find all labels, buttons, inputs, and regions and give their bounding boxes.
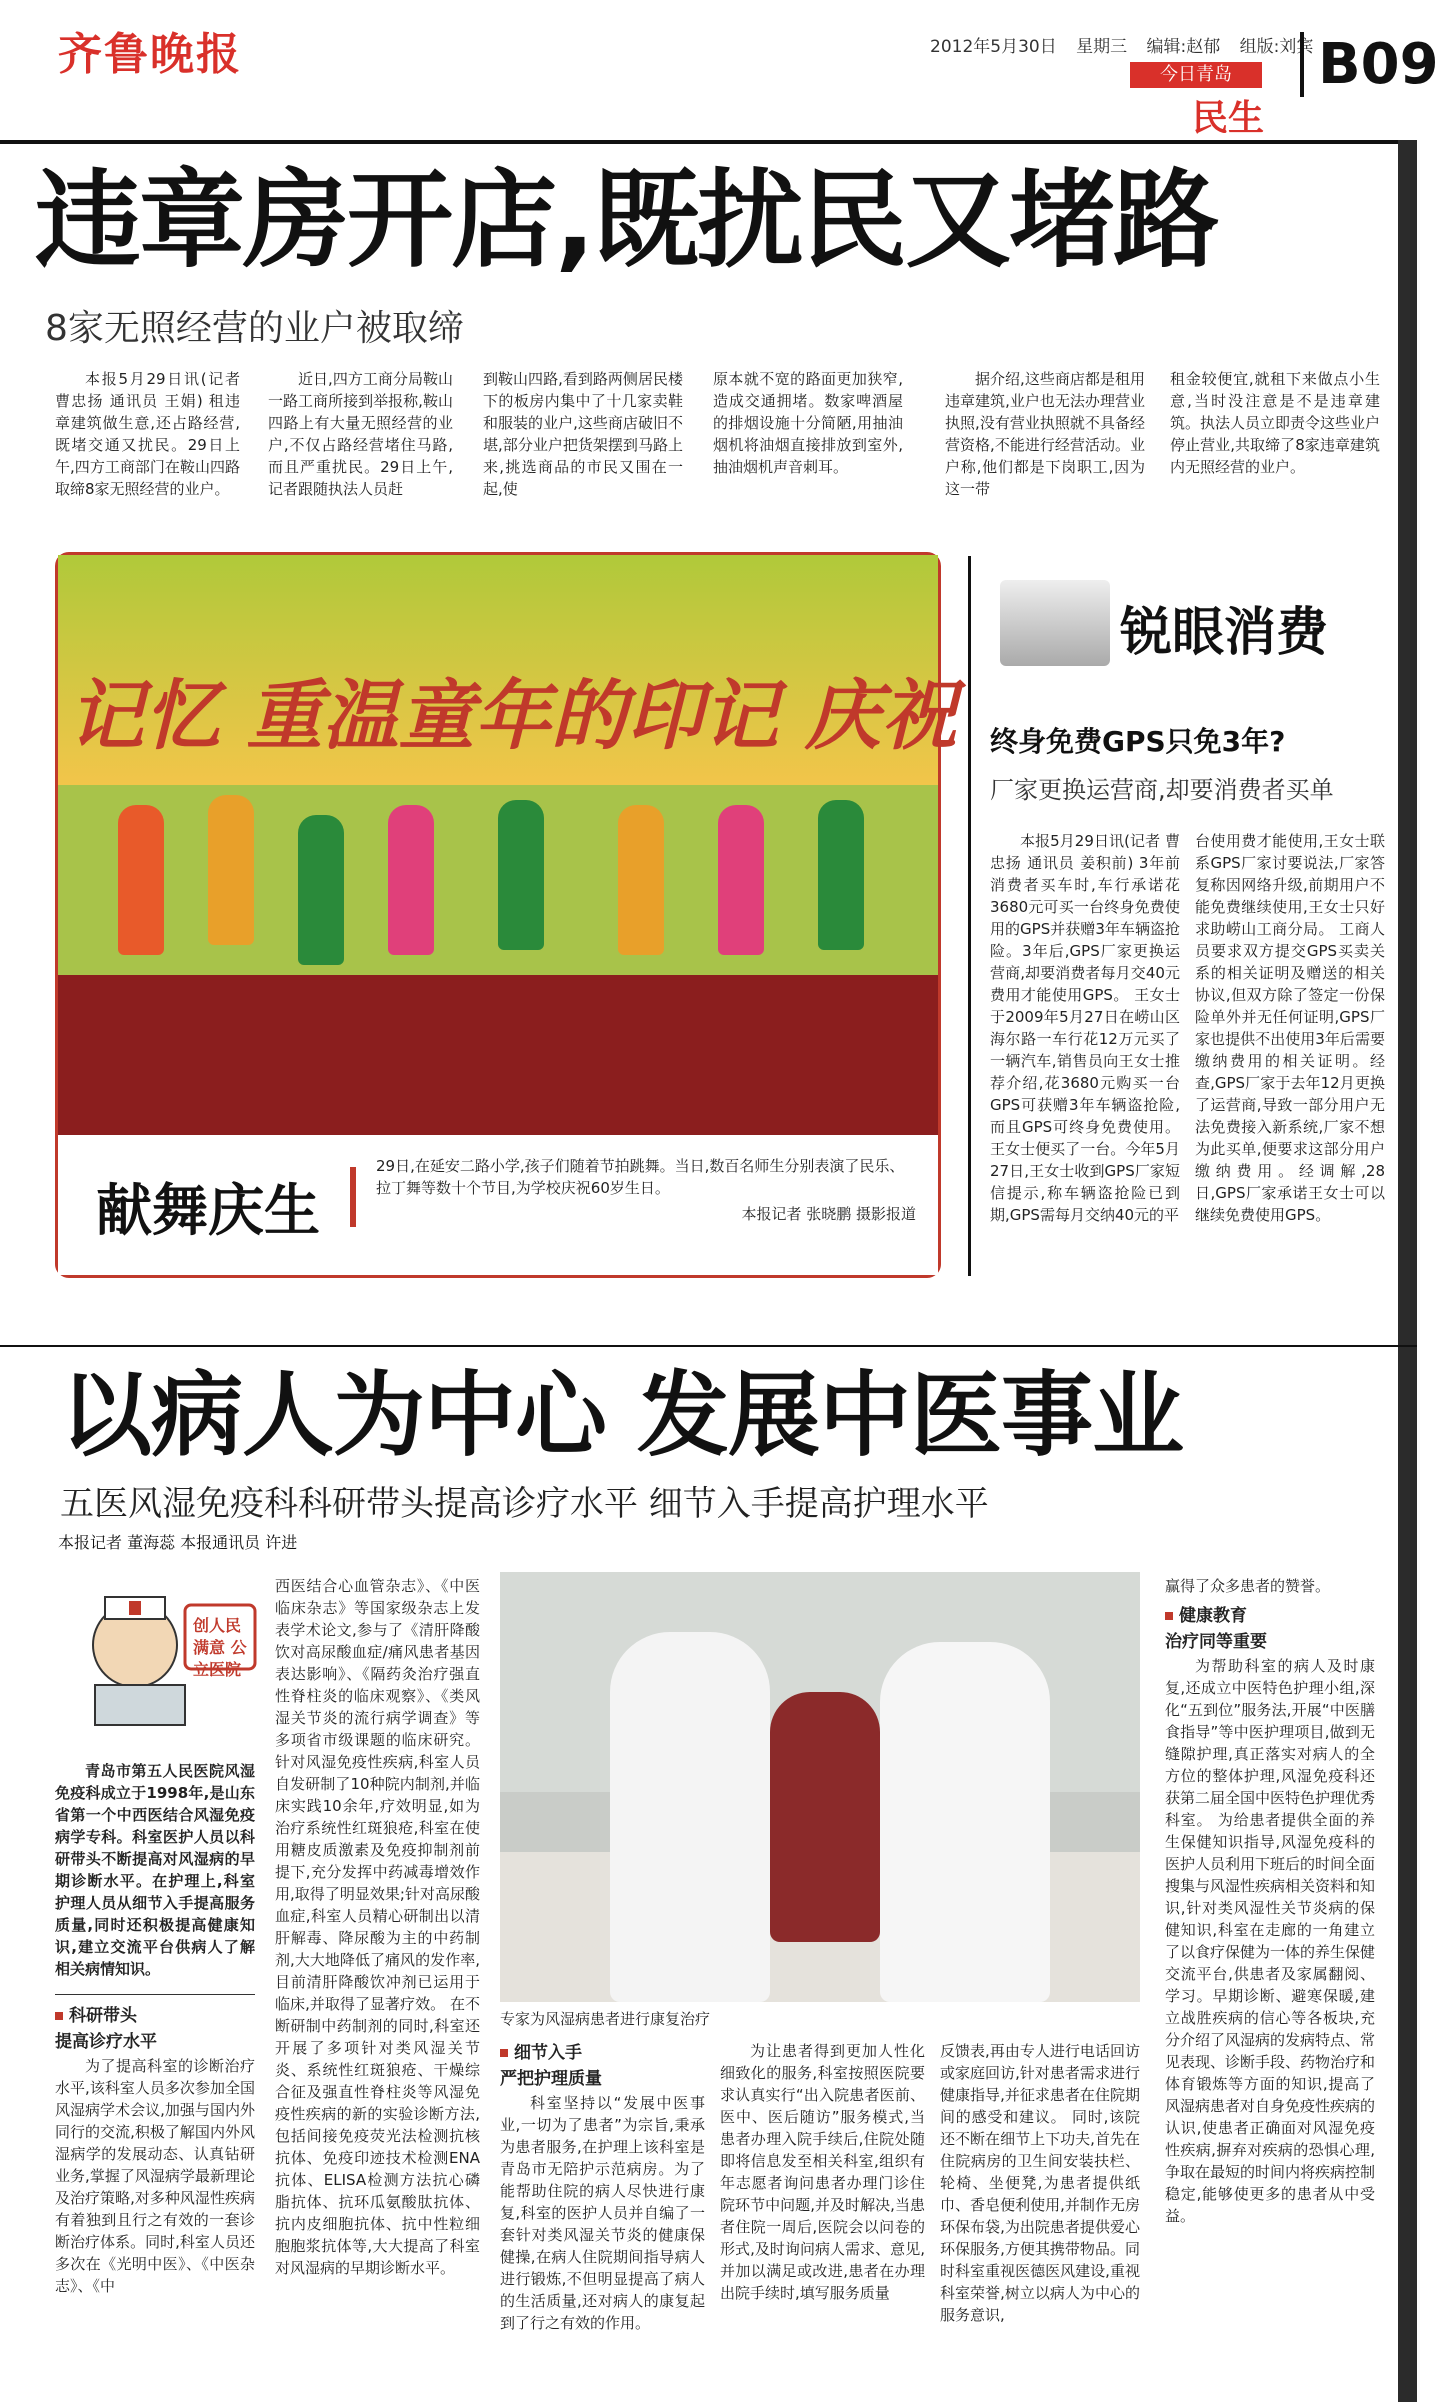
masthead-logo: 齐鲁晚报 bbox=[58, 29, 242, 80]
photo-caption-body: 29日,在延安二路小学,孩子们随着节拍跳舞。当日,数百名师生分别表演了民乐、拉丁舞等数十个节目,为学校庆祝60岁生日。 bbox=[376, 1157, 905, 1197]
dancer-figure bbox=[718, 805, 764, 955]
layout-credit: 组版:刘宾 bbox=[1239, 37, 1314, 57]
dancer-figure bbox=[298, 815, 344, 965]
patient-figure bbox=[770, 1692, 880, 1942]
gps-col-2: 台使用费才能使用,王女士联系GPS厂家讨要说法,厂家答复称因网络升级,前期用户不能免费继续使用,王女士只好求助崂山工商分局。 工商人员要求双方提交GPS买卖关系的相关证明及赠送的相关协议,但双方除了签定一份保险单外并无任何证明,GPS厂家也提供不出使用3年后需要缴纳费用的相关证明。经查,GPS厂家于去年12月更换了运营商,导致一部分用户无法免费接入新系统,厂家不想为此买单,便要求这部分用户缴纳费用。经调解,28日,GPS厂家承诺王女士可以继续免费使用GPS。 bbox=[1195, 832, 1385, 1224]
story2-col-1: 青岛市第五人民医院风湿免疫科成立于1998年,是山东省第一个中西医结合风湿免疫病学专科。科室医护人员以科研带头不断提高对风湿病的早期诊断水平。在护理上,科室护理人员从细节入手提高服务质量,同时还积极提高健康知识,建立交流平台供病人了解相关病情知识。 科研带头 提高诊疗水平 为了提高科室的诊断治疗水平,该科室人员多次参加全国风湿病学术会议,加强与国内外同行的交流,积极了解国内外风湿病学的发展动态、认真钻研业务,掌握了风湿病学最新理论及治疗策略,对多种风湿性疾病有着独到且行之有效的一套诊断治疗体系。同时,科室人员还多次在《光明中医》、《中医杂志》、《中 bbox=[55, 1762, 255, 2295]
story2-subhead: 五医风湿免疫科科研带头提高诊疗水平 细节入手提高护理水平 bbox=[60, 1484, 989, 1524]
subhead-marker bbox=[1165, 1612, 1173, 1620]
story2-col-5: 反馈表,再由专人进行电话回访或家庭回访,针对患者需求进行健康指导,并征求患者在住院期间的感受和建议。 同时,该院还不断在细节上下功夫,首先在住院病房的卫生间安装扶栏、轮椅、坐便凳,为患者提供纸巾、香皂便利使用,并制作无房环保布袋,为出院患者提供爱心环保服务,方便其携带物品。同时科室重视医德医风建设,重视科室荣誉,树立以病人为中心的服务意识, bbox=[940, 2042, 1140, 2324]
story2-col-2: 西医结合心血管杂志》、《中医临床杂志》等国家级杂志上发表学术论文,参与了《清肝降酸饮对高尿酸血症/痛风患者基因表达影响》、《隔药灸治疗强直性脊柱炎的临床观察》、《类风湿关节炎的流行病学调查》等多项省市级课题的临床研究。 针对风湿免疫性疾病,科室人员自发研制了10种院内制剂,并临床实践10余年,疗效明显,如为治疗系统性红斑狼疮,科室在使用糖皮质激素及免疫抑制剂前提下,充分发挥中药减毒增效作用,取得了明显效果;针对高尿酸血症,科室人员精心研制出以清肝解毒、降尿酸为主的中药制剂,大大地降低了痛风的发作率,目前清肝降酸饮冲剂已运用于临床,并取得了显著疗效。 在不断研制中药制剂的同时,科室还开展了多项针对类风湿关节炎、系统性红斑狼疮、干燥综合征及强直性脊柱炎等风湿免疫性疾病的新的实验诊断方法,包括间接免疫荧光法检测抗核抗体、免疫印迹技术检测ENA抗体、ELISA检测方法抗心磷脂抗体、抗环瓜氨酸肽抗体、抗内皮细胞抗体、抗中性粒细胞胞浆抗体等,大大提高了科室对风湿病的早期诊断水平。 bbox=[275, 1577, 480, 2277]
story2-col-4: 为让患者得到更加人性化细致化的服务,科室按照医院要求认真实行“出入院患者医前、医中、医后随访”服务模式,当患者办理入院手续后,住院处随即将信息发至相关科室,组织有年志愿者询问患者办理门诊住院环节中问题,并及时解决,当患者住院一周后,医院会以问卷的形式,及时询问病人需求、意见,并加以满足或改进,患者在办理出院手续时,填写服务质量 bbox=[720, 2042, 925, 2302]
dancer-figure bbox=[498, 800, 544, 950]
page-number: B09 bbox=[1300, 32, 1439, 97]
subhead-education: 健康教育 bbox=[1179, 1606, 1247, 1626]
photo-caption bbox=[376, 1155, 916, 1225]
subhead-nursing-2: 严把护理质量 bbox=[500, 2069, 602, 2089]
stage-banner-text: 记忆 重温童年的印记 庆祝 bbox=[68, 671, 957, 760]
photo-caption-title: 献舞庆生 bbox=[96, 1179, 320, 1244]
caption-divider bbox=[350, 1167, 356, 1227]
subhead-marker bbox=[55, 2012, 63, 2020]
story1-col-4: 原本就不宽的路面更加狭窄,造成交通拥堵。数家啤酒屋的排烟设施十分简陋,用抽油烟机将油烟直接排放到室外,抽油烟机声音刺耳。 bbox=[713, 370, 903, 476]
gps-subhead: 厂家更换运营商,却要消费者买单 bbox=[990, 776, 1334, 804]
header-rule bbox=[0, 140, 1417, 144]
story1-col-1: 本报5月29日讯(记者 曹忠扬 通讯员 王娟) 租违章建筑做生意,还占路经营,既堵交通又扰民。29日上午,四方工商部门在鞍山四路取缔8家无照经营的业户。 bbox=[55, 370, 240, 498]
subhead-nursing: 细节入手 bbox=[514, 2043, 582, 2063]
nurse-figure bbox=[610, 1632, 770, 2002]
subhead-marker bbox=[500, 2049, 508, 2057]
nurse-figure bbox=[880, 1642, 1050, 2002]
issue-date: 2012年5月30日 bbox=[930, 37, 1057, 57]
story2-byline: 本报记者 董海蕊 本报通讯员 许进 bbox=[58, 1533, 298, 1552]
story1-subhead: 8家无照经营的业户被取缔 bbox=[45, 308, 464, 349]
story2-headline: 以病人为中心 发展中医事业 bbox=[60, 1362, 1184, 1469]
dancer-figure bbox=[818, 800, 864, 950]
story1-col-5: 据介绍,这些商店都是租用违章建筑,业户也无法办理营业执照,没有营业执照就不具备经营资格,不能进行经营活动。业户称,他们都是下岗职工,因为这一带 bbox=[945, 370, 1145, 498]
dancer-figure bbox=[208, 795, 254, 945]
story2-col-6: 赢得了众多患者的赞誉。 健康教育 治疗同等重要 为帮助科室的病人及时康复,还成立中医特色护理小组,深化“五到位”服务法,开展“中医膳食指导”等中医护理项目,做到无缝隙护理,真正落实对病人的全方位的整体护理,风湿免疫科还获第二届全国中医特色护理优秀科室。 为给患者提供全面的养生保健知识指导,风湿免疫科的医护人员利用下班后的时间全面搜集与风湿性疾病相关资料和知识,针对类风湿性关节炎病的保健知识,科室在走廊的一角建立了以食疗保健为一体的养生保健交流平台,供患者及家属翻阅、学习。早期诊断、避寒保暖,建立战胜疾病的信心等各板块,充分介绍了风湿病的发病特点、常见表现、诊断手段、药物治疗和体育锻炼等方面的知识,提高了风湿病患者对自身免疫性疾病的认识,使患者正确面对风湿免疫性疾病,摒弃对疾病的恐惧心理,争取在最短的时间内将疾病控制稳定,能够使更多的患者从中受益。 bbox=[1165, 1577, 1376, 2225]
magnifier-icon bbox=[1000, 580, 1110, 666]
editor-credit: 编辑:赵郁 bbox=[1146, 37, 1221, 57]
dancer-figure bbox=[388, 805, 434, 955]
subhead-research-2: 提高诊疗水平 bbox=[55, 2032, 157, 2052]
ruiyan-column-logo bbox=[1000, 570, 1380, 680]
subhead-education-2: 治疗同等重要 bbox=[1165, 1632, 1267, 1652]
column-divider bbox=[968, 556, 971, 1276]
gps-col-1: 本报5月29日讯(记者 曹忠扬 通讯员 姜积前) 3年前消费者买车时,车行承诺花3680元可买一台终身免费使用的GPS并获赠3年车辆盗抢险。3年后,GPS厂家更换运营商,却要消费者每月交40元费用才能使用GPS。 王女士于2009年5月27日在崂山区海尔路一车行花12万元买了一辆汽车,销售员向王女士推荐介绍,花3680元购买一台GPS可获赠3年车辆盗抢险,而且GPS可终身免费使用。王女士便买了一台。今年5月27日,王女士收到GPS厂家短信提示,称车辆盗抢险已到期,GPS需每月交纳40元的平 bbox=[990, 832, 1180, 1224]
dancer-figure bbox=[118, 805, 164, 955]
story1-col-6: 租金较便宜,就租下来做点小生意,当时没注意是不是违章建筑。执法人员立即责令这些业户停止营业,共取缔了8家违章建筑内无照经营的业户。 bbox=[1170, 370, 1381, 476]
story2-col-3: 细节入手 严把护理质量 科室坚持以“发展中医事业,一切为了患者”为宗旨,秉承为患者服务,在护理上该科室是青岛市无陪护示范病房。为了能帮助住院的病人尽快进行康复,科室的医护人员并自编了一套针对类风湿关节炎的健康保健操,在病人住院期间指导病人进行锻炼,不但明显提高了病人的生活质量,还对病人的康复起到了行之有效的作用。 bbox=[500, 2043, 705, 2332]
treatment-photo-caption: 专家为风湿病患者进行康复治疗 bbox=[500, 2010, 711, 2028]
column-label: 锐眼消费 bbox=[1120, 603, 1329, 663]
story1-headline: 违章房开店,既扰民又堵路 bbox=[35, 159, 1218, 282]
treatment-photo bbox=[500, 1572, 1140, 2002]
section-bar: 今日青岛 bbox=[1130, 62, 1262, 88]
subhead-research: 科研带头 bbox=[55, 2003, 255, 2029]
issue-weekday: 星期三 bbox=[1076, 37, 1128, 57]
badge-text: 创人民满意 公立医院 bbox=[193, 1616, 247, 1679]
hospital-badge bbox=[75, 1575, 265, 1735]
page-meta bbox=[930, 32, 1327, 57]
section-rule bbox=[0, 1345, 1417, 1347]
photo-credit: 本报记者 张晓鹏 摄影报道 bbox=[741, 1205, 916, 1223]
dancer-figure bbox=[618, 805, 664, 955]
gps-headline: 终身免费GPS只免3年? bbox=[990, 725, 1286, 758]
story1-col-3: 到鞍山四路,看到路两侧居民楼下的板房内集中了十几家卖鞋和服装的业户,这些商店破旧不堪,部分业户把货架摆到马路上来,挑选商品的市民又围在一起,使 bbox=[483, 370, 683, 498]
dance-photo bbox=[55, 552, 957, 1278]
story1-col-2: 近日,四方工商分局鞍山一路工商所接到举报称,鞍山四路上有大量无照经营的业户,不仅占路经营堵住马路,而且严重扰民。29日上午,记者跟随执法人员赶 bbox=[268, 370, 453, 498]
page-edge-bar bbox=[1398, 140, 1417, 2402]
section-title: 民生 bbox=[1192, 98, 1265, 139]
